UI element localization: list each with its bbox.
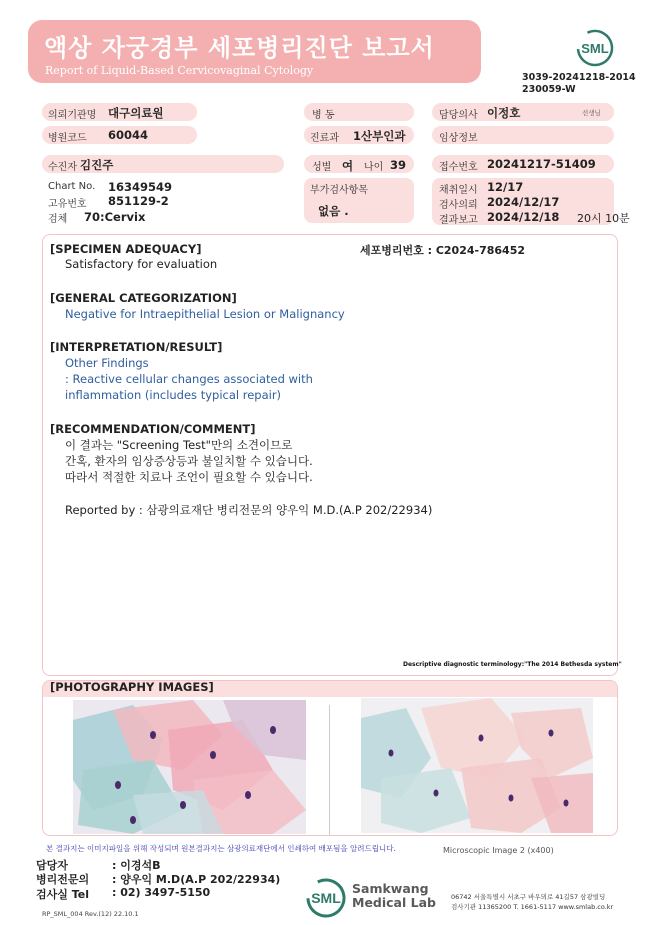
- pathologist-label: 병리전문의: [36, 873, 90, 886]
- sml-logo-icon: [575, 28, 615, 68]
- report-date-value: 2024/12/18: [487, 210, 560, 224]
- collect-label: 채취일시: [439, 185, 478, 196]
- institution-label: 의뢰기관명: [48, 110, 97, 121]
- age-label: 나이: [364, 162, 384, 173]
- recommendation-line-1: 이 결과는 "Screening Test"만의 소견이므로: [65, 438, 293, 452]
- sex-label: 성별: [312, 162, 332, 173]
- svg-text:SML: SML: [581, 41, 609, 56]
- sml-footer-logo-icon: [304, 876, 348, 920]
- report-time-value: 20시 10분: [577, 212, 630, 225]
- patient-label: 수진자: [48, 162, 77, 173]
- cytology-number: 세포병리번호 : C2024-786452: [360, 244, 526, 257]
- reported-by: Reported by : 삼광의료재단 병리전문의 양우익 M.D.(A.P 202/22934): [65, 503, 433, 517]
- receipt-label: 접수번호: [439, 162, 478, 173]
- ward-label: 병 동: [312, 110, 335, 121]
- id-label: 고유번호: [48, 199, 87, 210]
- report-title: 액상 자궁경부 세포병리진단 보고서: [44, 34, 435, 62]
- manager-label: 담당자: [36, 859, 68, 872]
- disclaimer-text: 본 결과지는 이미지파일을 위해 작성되며 원본결과지는 삼광의료재단에서 인쇄하여 배포됨을 알려드립니다.: [46, 844, 396, 853]
- patient-value: 김진주: [80, 158, 114, 172]
- recommendation-line-2: 간혹, 환자의 임상증상등과 불일치할 수 있습니다.: [65, 454, 313, 468]
- extra-test-label: 부가검사항목: [310, 185, 368, 196]
- photo-divider: [329, 705, 330, 835]
- chart-value: 16349549: [108, 180, 173, 194]
- tel-value: : 02) 3497-5150: [112, 886, 211, 899]
- adequacy-text: Satisfactory for evaluation: [65, 257, 218, 271]
- extra-test-value: 없음 .: [318, 204, 349, 218]
- chart-label: Chart No.: [48, 181, 96, 192]
- receipt-value: 20241217-51409: [487, 157, 596, 171]
- svg-text:SML: SML: [311, 890, 341, 906]
- clinical-label: 임상정보: [439, 133, 478, 144]
- sex-value: 여: [342, 159, 354, 173]
- tel-label: 검사실 Tel: [36, 888, 89, 901]
- dept-label: 진료과: [310, 133, 339, 144]
- photography-heading: [PHOTOGRAPHY IMAGES]: [50, 680, 214, 694]
- terminology-note: Descriptive diagnostic terminology:"The 2014 Bethesda system": [403, 661, 622, 668]
- dept-value: 1산부인과: [353, 129, 406, 143]
- request-label: 검사의뢰: [439, 200, 478, 211]
- microscopic-image-1: [73, 700, 306, 834]
- doctor-suffix: 선생님: [582, 109, 601, 117]
- specimen-value: 70:Cervix: [84, 210, 146, 224]
- manager-value: : 이경석B: [112, 859, 161, 872]
- report-label: 결과보고: [439, 215, 478, 226]
- revision-code: RP_SML_004 Rev.(12) 22.10.1: [42, 910, 139, 918]
- brand-name: Samkwang Medical Lab: [352, 881, 436, 910]
- request-value: 2024/12/17: [487, 195, 560, 209]
- recommendation-line-3: 따라서 적절한 치료나 조언이 필요할 수 있습니다.: [65, 470, 313, 484]
- lab-address: 06742 서울특별시 서초구 바우뫼로 41길57 삼광빌딩 검사기관 11365200 T. 1661-5117 www.smlab.co.kr: [451, 893, 614, 911]
- interpretation-heading: [INTERPRETATION/RESULT]: [50, 340, 223, 354]
- interpretation-line-3: inflammation (includes typical repair): [65, 388, 282, 402]
- specimen-label: 검체: [48, 214, 68, 225]
- patient-row: [42, 155, 284, 173]
- collect-value: 12/17: [487, 180, 524, 194]
- general-heading: [GENERAL CATEGORIZATION]: [50, 291, 237, 305]
- microscopic-image-2: [361, 698, 593, 833]
- age-value: 39: [390, 158, 407, 172]
- institution-value: 대구의료원: [108, 106, 164, 120]
- recommendation-heading: [RECOMMENDATION/COMMENT]: [50, 422, 256, 436]
- pathologist-value: : 양우익 M.D(A.P 202/22934): [112, 873, 281, 886]
- report-subtitle: Report of Liquid-Based Cervicovaginal Cytology: [45, 64, 314, 77]
- hospital-code-label: 병원코드: [48, 133, 87, 144]
- interpretation-line-1: Other Findings: [65, 356, 149, 370]
- adequacy-heading: [SPECIMEN ADEQUACY]: [50, 242, 202, 256]
- id-value: 851129-2: [108, 194, 169, 208]
- document-number: 3039-20241218-2014 230059-W: [522, 72, 636, 95]
- doctor-label: 담당의사: [439, 110, 478, 121]
- doctor-value: 이정호: [487, 106, 521, 120]
- image-2-caption: Microscopic Image 2 (x400): [443, 846, 554, 855]
- hospital-code-value: 60044: [108, 128, 149, 142]
- interpretation-line-2: : Reactive cellular changes associated with: [65, 372, 313, 386]
- general-text: Negative for Intraepithelial Lesion or Malignancy: [65, 307, 345, 321]
